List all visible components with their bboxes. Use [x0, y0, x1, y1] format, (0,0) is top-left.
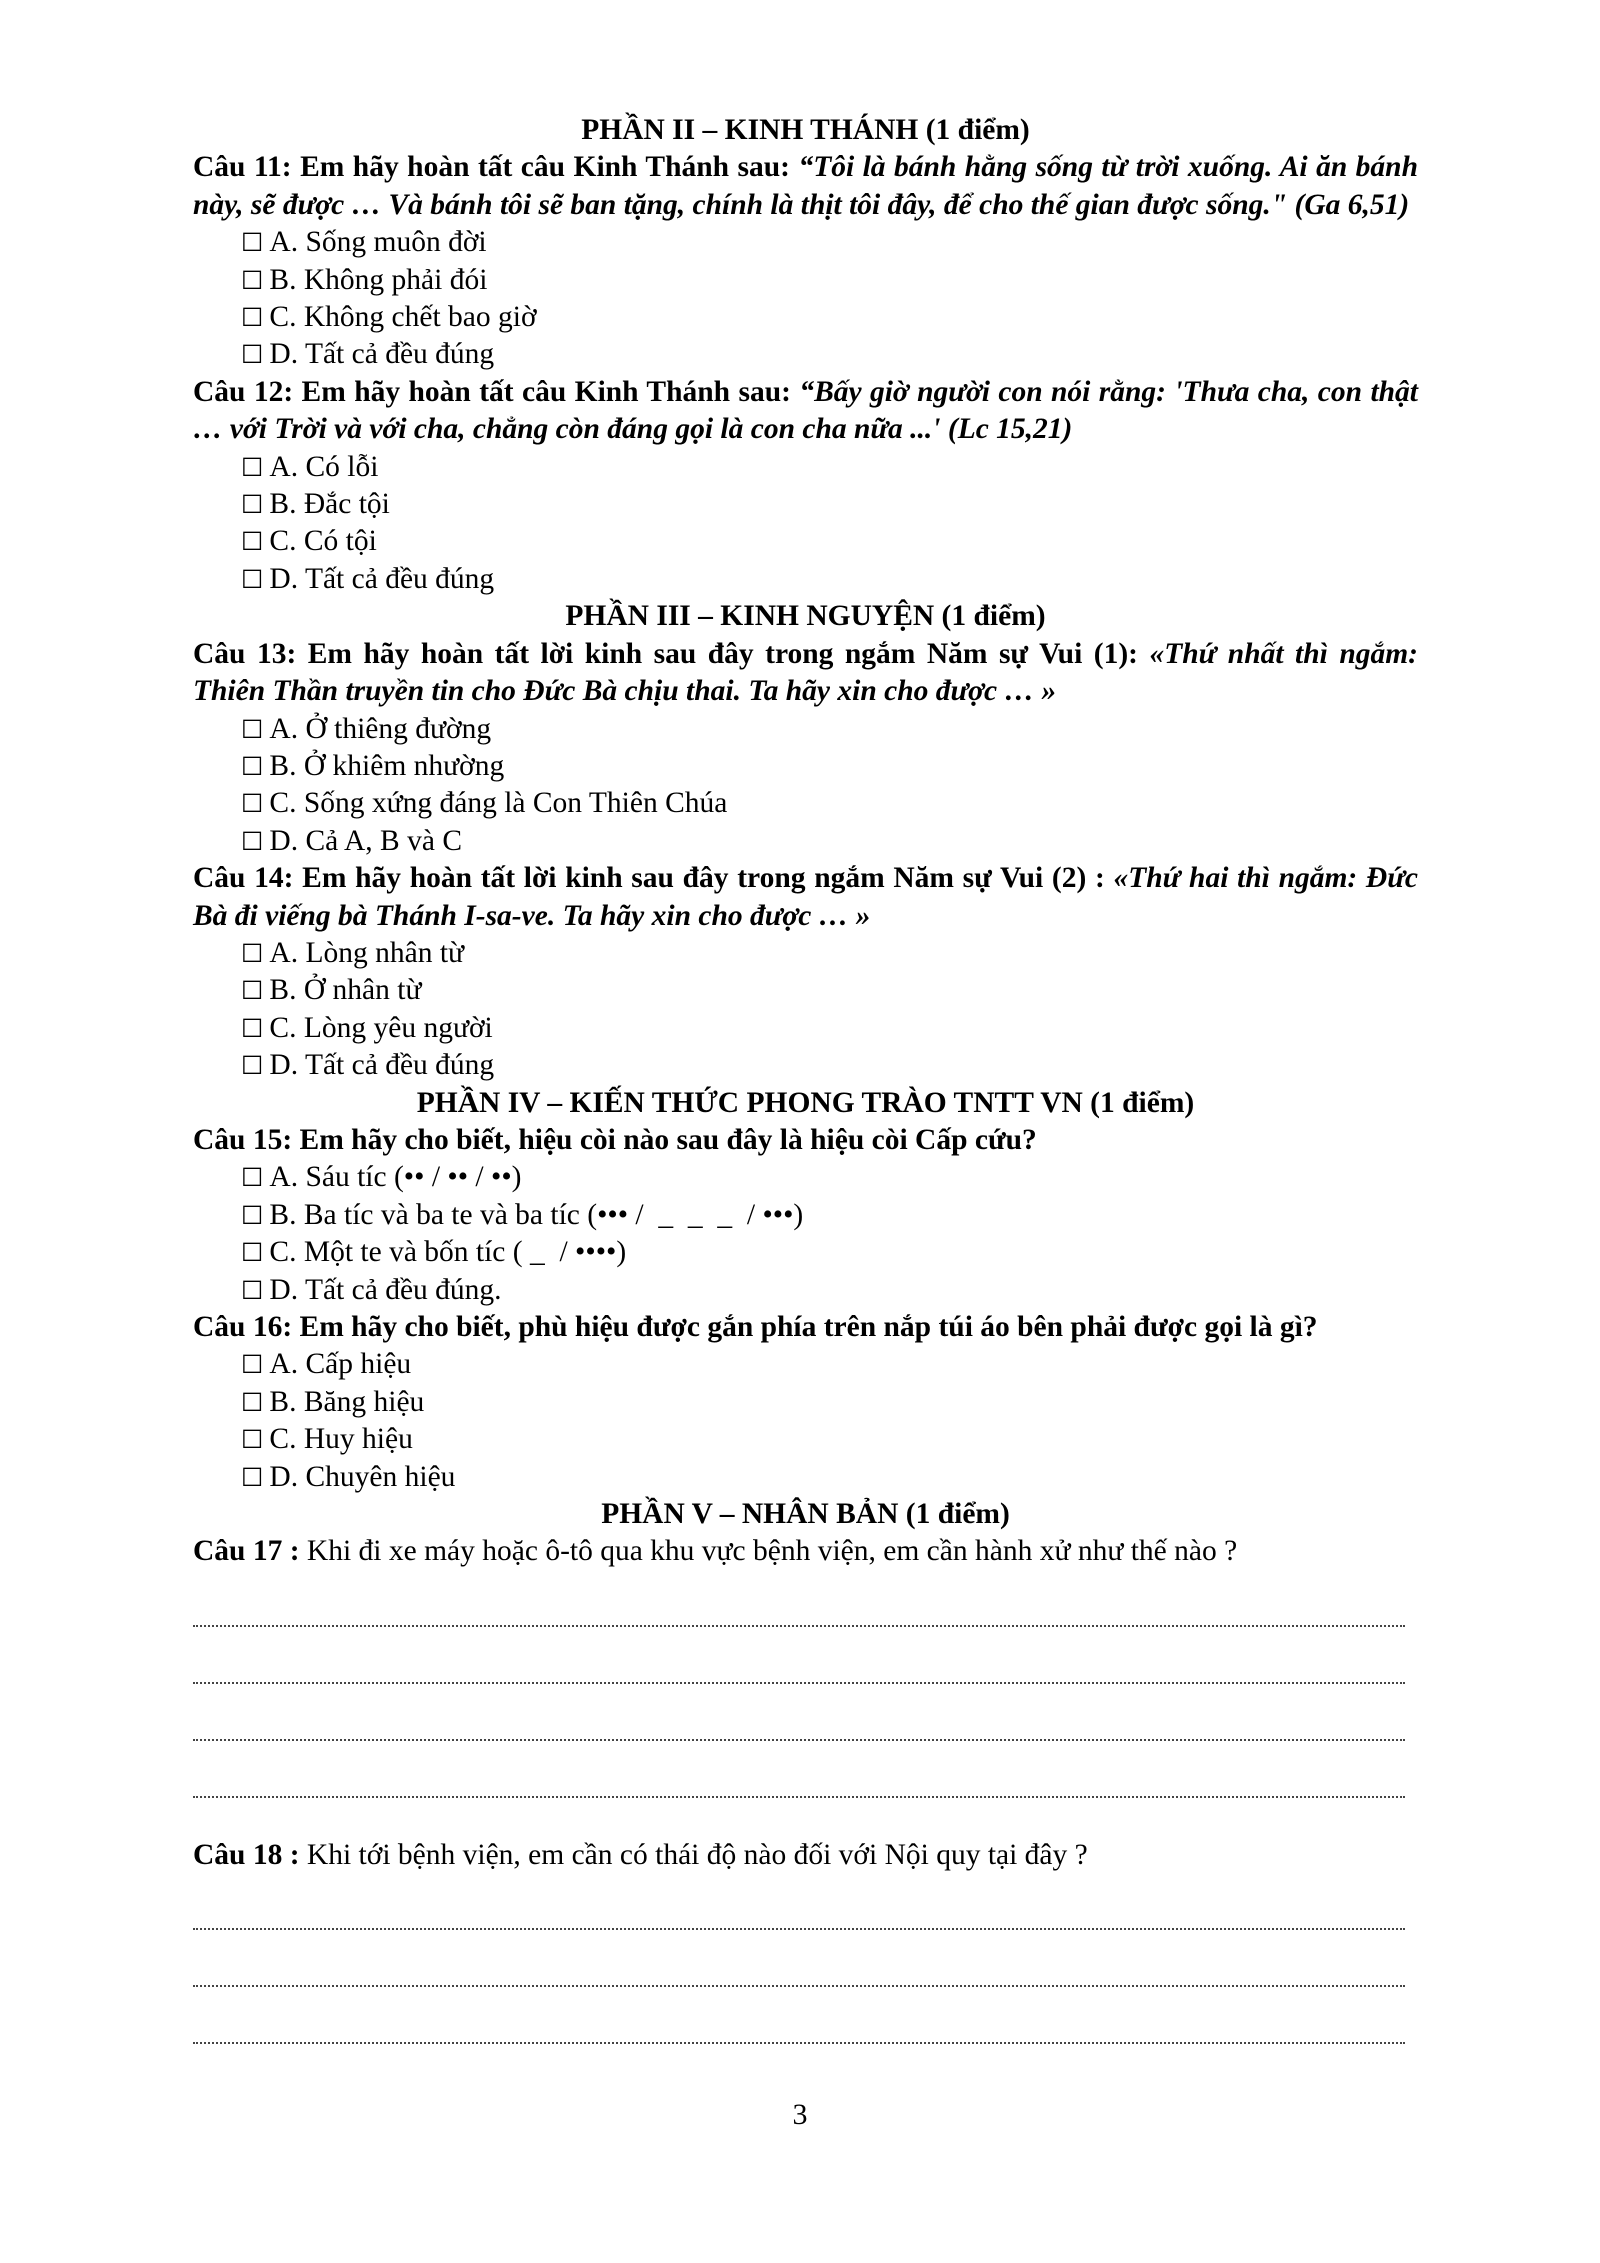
question-17 — [193, 1533, 1418, 1570]
q15-option-c[interactable] — [193, 1234, 1418, 1271]
checkbox-icon[interactable]: ☐ — [241, 1275, 264, 1305]
checkbox-icon[interactable]: ☐ — [241, 303, 264, 333]
question-18-answer-area[interactable] — [193, 1890, 1418, 2044]
checkbox-icon[interactable]: ☐ — [241, 265, 264, 295]
question-12-lead: Câu 12: Em hãy hoàn tất câu Kinh Thánh sau: — [193, 375, 800, 408]
section-title-part-2: PHẦN II – KINH THÁNH (1 điểm) — [581, 114, 1030, 146]
checkbox-icon[interactable]: ☐ — [241, 1163, 264, 1193]
q16-option-c[interactable] — [193, 1421, 1418, 1458]
question-15-options — [193, 1159, 1418, 1309]
question-12-quote: “Bấy giờ người con nói rằng: 'Thưa cha, con thật … với Trời và với cha, chẳng còn đáng gọi là con cha nữa ...' (Lc 15,21) — [193, 375, 1418, 446]
question-14-options — [193, 935, 1418, 1085]
q14-option-d[interactable] — [193, 1047, 1418, 1084]
question-12-options — [193, 449, 1418, 599]
checkbox-icon[interactable]: ☐ — [241, 1462, 264, 1492]
q16-option-d[interactable] — [193, 1459, 1418, 1496]
checkbox-icon[interactable]: ☐ — [241, 564, 264, 594]
option-label: B. Đắc tội — [269, 488, 390, 521]
checkbox-icon[interactable]: ☐ — [241, 1051, 264, 1081]
question-15-lead: Câu 15: Em hãy cho biết, hiệu còi nào sau đây là hiệu còi Cấp cứu? — [193, 1123, 1037, 1156]
q13-option-a[interactable] — [193, 711, 1418, 748]
option-label: A. Sáu tíc (•• / •• / ••) — [269, 1161, 522, 1194]
checkbox-icon[interactable]: ☐ — [241, 938, 264, 968]
question-18-lead: Câu 18 : — [193, 1838, 307, 1871]
question-14-quote: «Thứ hai thì ngắm: Đức Bà đi viếng bà Thánh I-sa-ve. Ta hãy xin cho được … » — [193, 862, 1418, 932]
question-12 — [193, 374, 1418, 449]
option-label: B. Ba tíc và ba te và ba tíc (••• / _ _ _ / •••) — [269, 1198, 804, 1231]
answer-line[interactable] — [193, 1587, 1405, 1627]
question-16 — [193, 1309, 1418, 1346]
option-label: B. Băng hiệu — [269, 1385, 425, 1418]
option-label: B. Ở nhân từ — [269, 974, 422, 1007]
q16-option-b[interactable] — [193, 1384, 1418, 1421]
q11-option-a[interactable] — [193, 224, 1418, 261]
checkbox-icon[interactable]: ☐ — [241, 751, 264, 781]
option-label: A. Có lỗi — [269, 450, 379, 483]
question-11 — [193, 149, 1418, 224]
section-title-part-5: PHẦN V – NHÂN BẢN (1 điểm) — [601, 1498, 1010, 1531]
checkbox-icon[interactable]: ☐ — [241, 714, 264, 744]
checkbox-icon[interactable]: ☐ — [241, 1387, 264, 1417]
q12-option-a[interactable] — [193, 449, 1418, 486]
question-11-quote: “Tôi là bánh hằng sống từ trời xuống. Ai ăn bánh này, sẽ được … Và bánh tôi sẽ ban tặng, chính là thịt tôi đây, để cho thế gian được sống." (Ga 6,51) — [193, 151, 1418, 221]
checkbox-icon[interactable]: ☐ — [241, 826, 264, 856]
question-13 — [193, 636, 1418, 711]
q13-option-d[interactable] — [193, 823, 1418, 860]
option-label: C. Sống xứng đáng là Con Thiên Chúa — [269, 787, 728, 820]
q15-option-b[interactable] — [193, 1197, 1418, 1234]
question-17-text: Khi đi xe máy hoặc ô-tô qua khu vực bệnh viện, em cần hành xử như thế nào ? — [306, 1535, 1238, 1568]
question-11-options — [193, 224, 1418, 374]
question-13-quote: «Thứ nhất thì ngắm: Thiên Thần truyền tin cho Đức Bà chịu thai. Ta hãy xin cho được … » — [193, 637, 1418, 708]
option-label: C. Có tội — [269, 525, 377, 558]
question-11-lead: Câu 11: Em hãy hoàn tất câu Kinh Thánh sau: — [193, 151, 799, 184]
checkbox-icon[interactable]: ☐ — [241, 976, 264, 1006]
option-label: A. Ở thiêng đường — [269, 712, 492, 745]
option-label: A. Cấp hiệu — [269, 1348, 412, 1381]
q12-option-b[interactable] — [193, 486, 1418, 523]
section-title-part-3: PHẦN III – KINH NGUYỆN (1 điểm) — [565, 600, 1046, 633]
option-label: A. Lòng nhân từ — [269, 936, 465, 969]
q15-option-d[interactable] — [193, 1272, 1418, 1309]
option-label: C. Lòng yêu người — [269, 1011, 493, 1044]
page-content — [193, 112, 1418, 2061]
section-title-part-4: PHẦN IV – KIẾN THỨC PHONG TRÀO TNTT VN (1 điểm) — [416, 1086, 1195, 1119]
option-label: C. Một te và bốn tíc ( _ / ••••) — [269, 1236, 627, 1269]
checkbox-icon[interactable]: ☐ — [241, 340, 264, 370]
option-label: D. Cả A, B và C — [269, 824, 462, 857]
checkbox-icon[interactable]: ☐ — [241, 228, 264, 258]
question-14 — [193, 860, 1418, 935]
q13-option-b[interactable] — [193, 748, 1418, 785]
option-label: D. Tất cả đều đúng. — [269, 1273, 502, 1306]
answer-line[interactable] — [193, 1758, 1405, 1798]
spacer — [193, 1815, 1418, 1837]
q15-option-a[interactable] — [193, 1159, 1418, 1196]
option-label: A. Sống muôn đời — [269, 226, 487, 259]
q14-option-a[interactable] — [193, 935, 1418, 972]
q11-option-d[interactable] — [193, 336, 1418, 373]
checkbox-icon[interactable]: ☐ — [241, 1238, 264, 1268]
q12-option-d[interactable] — [193, 561, 1418, 598]
answer-line[interactable] — [193, 2004, 1405, 2044]
question-18 — [193, 1837, 1418, 1874]
checkbox-icon[interactable]: ☐ — [241, 452, 264, 482]
checkbox-icon[interactable]: ☐ — [241, 1425, 264, 1455]
checkbox-icon[interactable]: ☐ — [241, 1350, 264, 1380]
question-13-lead: Câu 13: Em hãy hoàn tất lời kinh sau đây trong ngắm Năm sự Vui (1): — [193, 637, 1150, 670]
question-14-lead: Câu 14: Em hãy hoàn tất lời kinh sau đây trong ngắm Năm sự Vui (2) : — [193, 862, 1114, 895]
option-label: D. Tất cả đều đúng — [269, 1049, 495, 1082]
checkbox-icon[interactable]: ☐ — [241, 1013, 264, 1043]
q11-option-b[interactable] — [193, 262, 1418, 299]
question-17-answer-area[interactable] — [193, 1587, 1418, 1798]
q11-option-c[interactable] — [193, 299, 1418, 336]
option-label: D. Tất cả đều đúng — [269, 562, 495, 595]
option-label: C. Huy hiệu — [269, 1423, 413, 1456]
checkbox-icon[interactable]: ☐ — [241, 1200, 264, 1230]
option-label: D. Chuyên hiệu — [269, 1460, 456, 1493]
question-17-lead: Câu 17 : — [193, 1535, 307, 1568]
q14-option-c[interactable] — [193, 1010, 1418, 1047]
option-label: C. Không chết bao giờ — [269, 301, 537, 334]
option-label: B. Ở khiêm nhường — [269, 749, 505, 782]
checkbox-icon[interactable]: ☐ — [241, 527, 264, 557]
q13-option-c[interactable] — [193, 785, 1418, 822]
question-16-lead: Câu 16: Em hãy cho biết, phù hiệu được gắn phía trên nắp túi áo bên phải được gọi là gì? — [193, 1311, 1318, 1343]
checkbox-icon[interactable]: ☐ — [241, 789, 264, 819]
option-label: B. Không phải đói — [269, 263, 488, 296]
question-16-options — [193, 1346, 1418, 1496]
q16-option-a[interactable] — [193, 1346, 1418, 1383]
q14-option-b[interactable] — [193, 972, 1418, 1009]
question-13-options — [193, 711, 1418, 861]
answer-line[interactable] — [193, 1701, 1405, 1741]
answer-line[interactable] — [193, 1947, 1405, 1987]
checkbox-icon[interactable]: ☐ — [241, 490, 264, 520]
page-number: 3 — [792, 2098, 808, 2131]
answer-line[interactable] — [193, 1644, 1405, 1684]
question-15 — [193, 1122, 1418, 1159]
option-label: D. Tất cả đều đúng — [269, 338, 495, 371]
q12-option-c[interactable] — [193, 523, 1418, 560]
question-18-text: Khi tới bệnh viện, em cần có thái độ nào đối với Nội quy tại đây ? — [306, 1838, 1088, 1871]
answer-line[interactable] — [193, 1890, 1405, 1930]
